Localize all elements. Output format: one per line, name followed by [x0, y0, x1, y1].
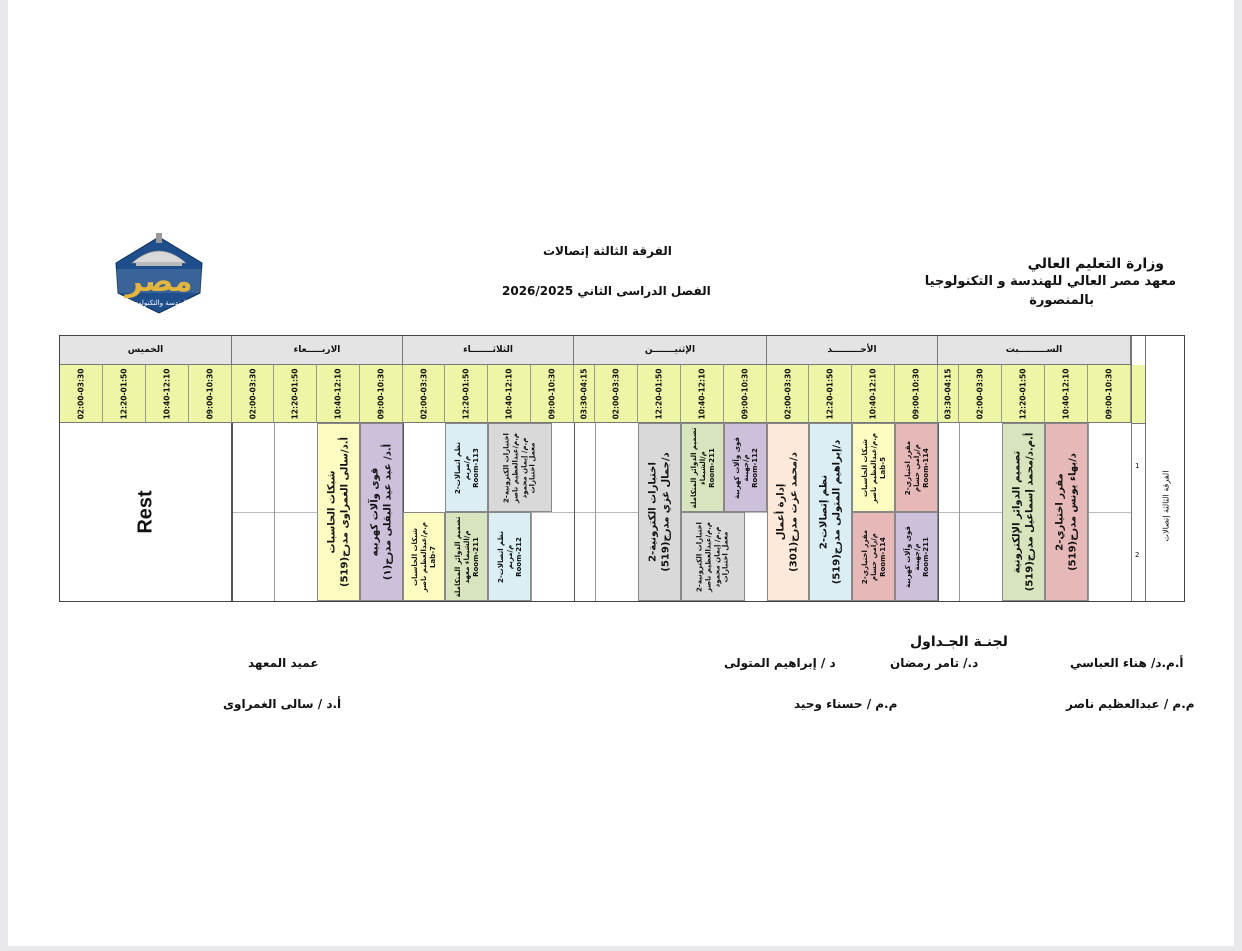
section-number-1: 1 [1135, 462, 1140, 470]
day-tuesday-header: الثلاثـــــــاء [403, 336, 574, 365]
ministry-name: وزارة التعليم العالي [1027, 256, 1164, 272]
time-slot: 10:40-12:10 [681, 365, 724, 423]
logo-emblem-icon [100, 233, 218, 315]
session-block: اختبارات الكترونية-2 د/جمال غزي مدرج(519) [638, 423, 681, 601]
group-label-cell [1145, 336, 1185, 601]
session-block: تصميم الدوائر المتكاملة م/الشيماء معهد Room-211 [445, 512, 488, 601]
session-block: إدارة أعمال د/محمد عزت مدرج(301) [767, 423, 809, 601]
session-block: مقرر اختياري-2 م/رامي حسام Room-114 [895, 423, 938, 512]
time-slot: 03:30-04:15 [574, 365, 595, 423]
logo-text: مصر [125, 264, 193, 299]
time-slot: 09:00-10:30 [895, 365, 938, 423]
rest-day-block [60, 423, 232, 601]
time-slot: 10:40-12:10 [146, 365, 189, 423]
class-title: الفرقة الثالثة إتصالات [543, 244, 672, 258]
time-slot: 09:00-10:30 [531, 365, 574, 423]
session-block: مقرر اختياري-2 د/بهاء يونس مدرج(519) [1045, 423, 1088, 601]
dean-title: عميد المعهد [248, 656, 319, 670]
dean-name: أ.د / سالى الغمراوى [223, 697, 342, 711]
day-sunday-header: الأحـــــــــد [767, 336, 938, 365]
day-thursday-header: الخميس [60, 336, 232, 365]
time-slot: 09:00-10:30 [1088, 365, 1131, 423]
time-slot: 12:20-01:50 [1002, 365, 1045, 423]
logo-subtext: للهندسة والتكنولوجيا [129, 299, 189, 307]
day-monday-header: الإثنيـــــــن [574, 336, 767, 365]
committee-member: د / إبراهيم المتولى [724, 656, 836, 670]
time-slot: 02:00-03:30 [595, 365, 638, 423]
session-block: قوى وآلات كهربية م/جهينة Room-211 [895, 512, 938, 601]
day-saturday-header: الســـــــــبت [938, 336, 1131, 365]
time-slot: 10:40-12:10 [852, 365, 895, 423]
session-block: مقرر اختياري-2 م/رامي حسام Room-114 [852, 512, 895, 601]
time-slot: 02:00-03:30 [232, 365, 274, 423]
session-block: شبكات الحاسبات م.م/عبدالعظيم ناصر Lab-5 [852, 423, 895, 512]
time-slot: 10:40-12:10 [488, 365, 531, 423]
time-slot: 12:20-01:50 [103, 365, 146, 423]
committee-member: أ.م.د/ هناء العباسي [1070, 656, 1184, 670]
session-block: تصميم الدوائر الإلكترونية أ.م.د/محمد إسماعيل مدرج(519) [1002, 423, 1045, 601]
time-slot: 12:20-01:50 [274, 365, 317, 423]
session-block: تصميم الدوائر المتكاملة م/الشيماء Room-211 [681, 423, 724, 512]
session-block: اختبارات الكترونية-2 م.م/عبدالعظيم ناصر م.م/ إيمان محمود معمل اختبارات [681, 512, 745, 601]
committee-member: د./ تامر رمضان [890, 656, 979, 670]
time-slot: 12:20-01:50 [445, 365, 488, 423]
semester-title: الفصل الدراسى الثاني 2026/2025 [502, 284, 711, 298]
committee-title: لجنـة الجـداول [910, 634, 1008, 650]
time-slot: 02:00-03:30 [403, 365, 445, 423]
institute-logo [100, 233, 218, 315]
time-slot: 09:00-10:30 [724, 365, 767, 423]
session-block: نظم اتصالات-2 م/مريم Room-212 [488, 512, 531, 601]
session-block: قوى وآلات كهربيه أ.د/ عبد عيد البقلى مدرج(١) [360, 423, 403, 601]
session-block: اختبارات الكترونية-2 م.م/عبدالعظيم ناصر م.م/ إيمان محمود معمل اختبارات [488, 423, 552, 512]
time-slot: 02:00-03:30 [60, 365, 103, 423]
time-slot: 02:00-03:30 [767, 365, 809, 423]
session-block: نظم إتصالات-2 د/إبراهيم المتولى مدرج(519) [809, 423, 852, 601]
session-block: نظم اتصالات-2 م/مريم Room-113 [445, 423, 488, 512]
rest-label: Rest [134, 490, 156, 534]
committee-member: م.م / عبدالعظيم ناصر [1066, 697, 1195, 711]
time-slot: 10:40-12:10 [317, 365, 360, 423]
time-slot: 12:20-01:50 [638, 365, 681, 423]
time-slot: 09:00-10:30 [360, 365, 403, 423]
group-label: الفرقة الثالثة إتصالات [1161, 470, 1170, 542]
day-wednesday-header: الاربـــــعاء [232, 336, 403, 365]
time-slot: 10:40-12:10 [1045, 365, 1088, 423]
document-page [8, 0, 1234, 946]
session-block: قوى وآلات كهربية م/جهينة Room-112 [724, 423, 767, 512]
time-slot: 02:00-03:30 [959, 365, 1002, 423]
session-block: شبكات الحاسبات م.م/عبدالعظيم ناصر Lab-7 [403, 512, 445, 601]
time-slot: 09:00-10:30 [189, 365, 232, 423]
time-slot: 03:30-04:15 [938, 365, 959, 423]
timetable [59, 335, 1185, 602]
institute-city: بالمنصورة [1029, 293, 1094, 308]
time-slot: 12:20-01:50 [809, 365, 852, 423]
session-block: شبكات الحاسبات أ.د/سالى الغمراوى مدرج(519) [317, 423, 360, 601]
section-number-2: 2 [1135, 551, 1140, 559]
committee-member: م.م / حسناء وحيد [794, 697, 898, 711]
institute-name: معهد مصر العالي للهندسة و التكنولوجيا [924, 274, 1176, 289]
